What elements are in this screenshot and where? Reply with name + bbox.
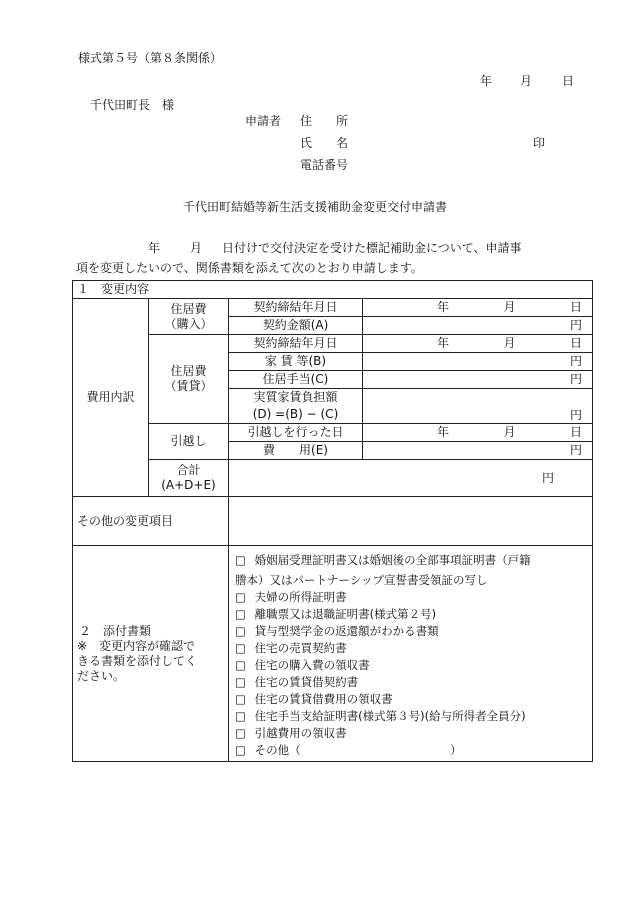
table-row (73, 335, 593, 353)
intro-line-2: 項を変更したいので、関係書類を添えて次のとおり申請します。 (76, 261, 423, 275)
seal-mark: 印 (533, 136, 546, 150)
table-row (73, 460, 593, 497)
date-input-cell[interactable]: 年 月 日 (363, 335, 593, 353)
moving-label: 引越し (149, 424, 229, 460)
list-item: 謄本）又はパートナーシップ宣誓書受領証の写し (235, 573, 488, 587)
applicant-label: 申請者 (245, 114, 282, 128)
date-input-cell[interactable]: 年 月 日 (363, 424, 593, 442)
total-label: 合計 (A+D+E) (149, 460, 229, 497)
list-item[interactable]: □ 住宅の賃貸借費用の領収書 (235, 692, 393, 706)
checkbox-icon[interactable]: □ (235, 675, 246, 689)
section2-heading: ２ 添付書類 (79, 623, 152, 638)
list-item[interactable]: □ 住宅の賃貸借契約書 (235, 675, 359, 689)
addressee: 千代田町長 様 (90, 98, 175, 112)
amount-input-cell[interactable]: 円 (363, 389, 593, 424)
table-row (73, 299, 593, 317)
amount-input-cell[interactable]: 円 (363, 442, 593, 460)
table-row (73, 546, 593, 762)
attachments-label-cell (73, 546, 229, 762)
amount-input-cell[interactable]: 円 (363, 317, 593, 335)
section1-heading: １ 変更内容 (73, 281, 593, 299)
attachments-note-2: きる書類を添付してく (77, 653, 198, 668)
list-item[interactable]: □ 引越費用の領収書 (235, 726, 347, 740)
list-item[interactable]: □ 住宅手当支給証明書(様式第３号)(給与所得者全員分) (235, 709, 526, 723)
contract-date-label: 契約締結年月日 (229, 299, 363, 317)
page-title: 千代田町結婚等新生活支援補助金変更交付申請書 (182, 200, 447, 214)
housing-rent-label: 住居費 （賃貸） (149, 335, 229, 424)
amount-input-cell[interactable]: 円 (363, 353, 593, 371)
amount-input-cell[interactable]: 円 (363, 371, 593, 389)
date-year: 年 (480, 74, 493, 88)
moving-date-label: 引越しを行った日 (229, 424, 363, 442)
intro-line-1: 年 月 日付けで交付決定を受けた標記補助金について、申請事 (148, 241, 522, 255)
form-table (72, 280, 593, 762)
table-row (73, 424, 593, 442)
actual-rent-label: 実質家賃負担額 (229, 389, 363, 407)
table-row (73, 497, 593, 546)
contract-date-label: 契約締結年月日 (229, 335, 363, 353)
cost-breakdown-label: 費用内訳 (73, 299, 149, 497)
actual-rent-formula: (D) =(B) − (C) (229, 406, 363, 424)
list-item[interactable]: □ 夫婦の所得証明書 (235, 590, 347, 604)
date-month: 月 (520, 74, 533, 88)
other-changes-label: その他の変更項目 (73, 497, 229, 546)
checkbox-icon[interactable]: □ (235, 658, 246, 672)
total-input-cell[interactable]: 円 (229, 460, 593, 497)
other-changes-input[interactable] (229, 497, 593, 546)
field-address: 住 所 (300, 114, 349, 128)
date-input-cell[interactable]: 年 月 日 (363, 299, 593, 317)
list-item[interactable]: □ 貸与型奨学金の返還額がわかる書類 (235, 624, 439, 638)
list-item[interactable]: □ 住宅の売買契約書 (235, 641, 347, 655)
date-day: 日 (562, 74, 575, 88)
housing-allowance-label: 住居手当(C) (229, 371, 363, 389)
checkbox-icon[interactable]: □ (235, 553, 246, 567)
rent-label: 家 賃 等(B) (229, 353, 363, 371)
checkbox-icon[interactable]: □ (235, 590, 246, 604)
moving-cost-label: 費 用(E) (229, 442, 363, 460)
attachments-note-3: ださい。 (77, 668, 126, 683)
attachments-list (229, 546, 593, 762)
checkbox-icon[interactable]: □ (235, 709, 246, 723)
list-item[interactable]: □ その他（ ） (235, 743, 462, 757)
checkbox-icon[interactable]: □ (235, 692, 246, 706)
field-phone: 電話番号 (300, 158, 349, 172)
housing-purchase-label: 住居費 （購入） (149, 299, 229, 335)
contract-amount-label: 契約金額(A) (229, 317, 363, 335)
list-item[interactable]: □ 婚姻届受理証明書又は婚姻後の全部事項証明書（戸籍 (235, 553, 531, 567)
list-item[interactable]: □ 離職票又は退職証明書(様式第２号) (235, 607, 437, 621)
checkbox-icon[interactable]: □ (235, 743, 246, 757)
checkbox-icon[interactable]: □ (235, 641, 246, 655)
list-item[interactable]: □ 住宅の購入費の領収書 (235, 658, 370, 672)
section1-heading-row (73, 281, 593, 299)
checkbox-icon[interactable]: □ (235, 726, 246, 740)
field-name: 氏 名 (300, 136, 349, 150)
checkbox-icon[interactable]: □ (235, 624, 246, 638)
attachments-note-1: ※ 変更内容が確認で (77, 638, 196, 653)
checkbox-icon[interactable]: □ (235, 607, 246, 621)
form-number: 様式第５号（第８条関係） (78, 51, 223, 65)
